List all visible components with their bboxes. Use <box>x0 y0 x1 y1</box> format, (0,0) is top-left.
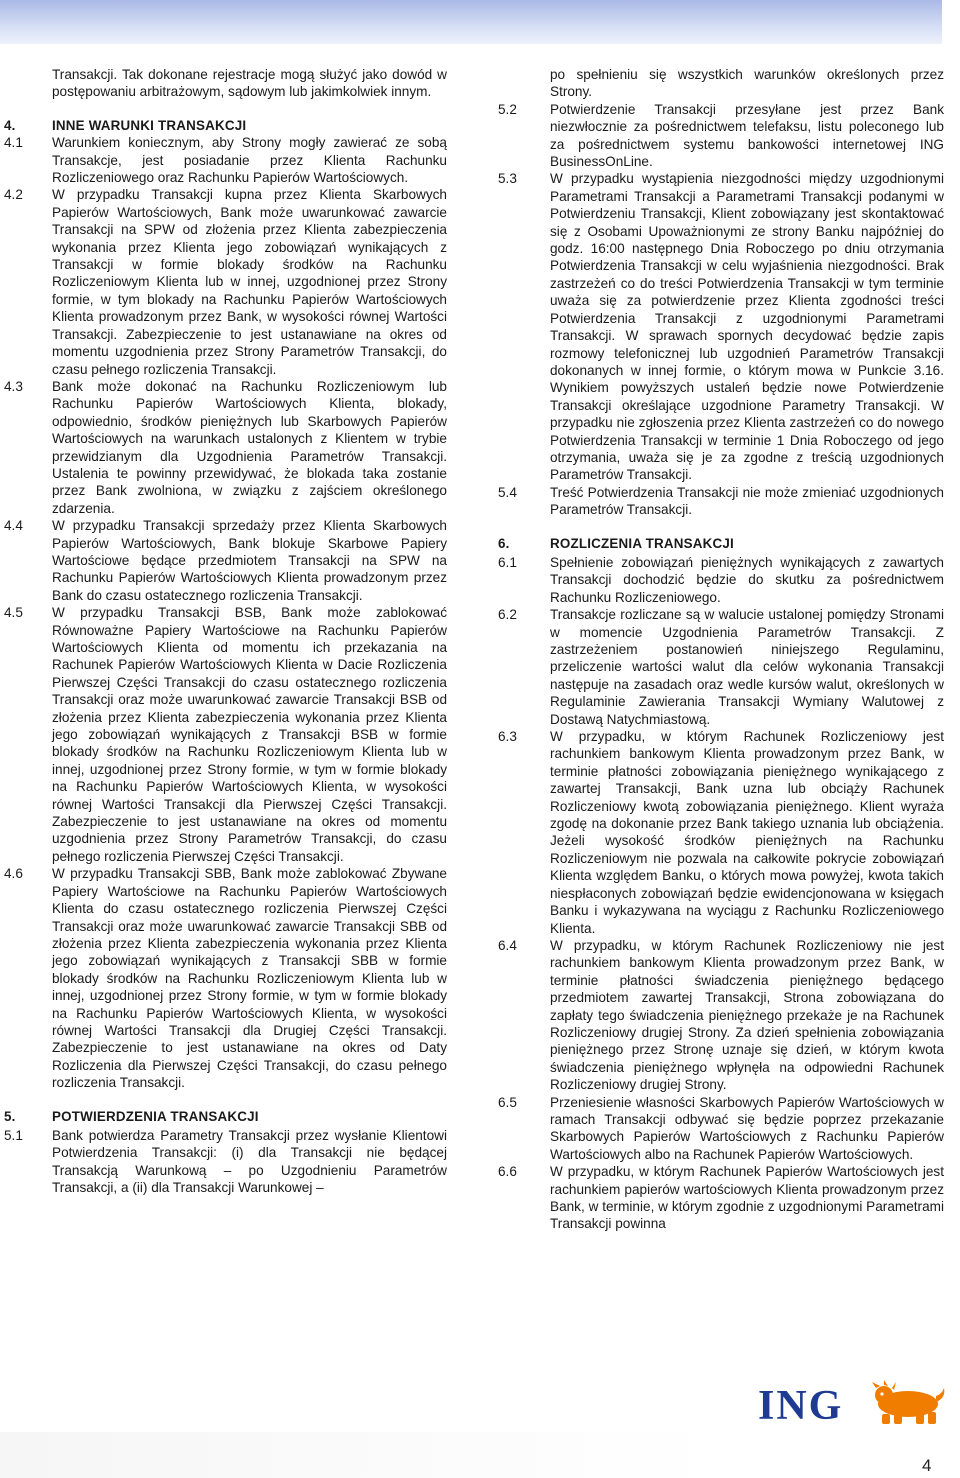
clause-number: 4.3 <box>4 378 23 394</box>
clause-4-1 <box>4 134 447 186</box>
clause-5-2 <box>498 101 944 171</box>
section-number: 5. <box>4 1108 16 1124</box>
clause-6-4 <box>498 937 944 1094</box>
clause-text: W przypadku Transakcji BSB, Bank może zablokować Równoważne Papiery Wartościowe na Rachunku Papierów Wartościowych Klienta od momentu ich przekazania na Rachunek Papierów Wartościowych Klienta w Dacie Rozliczenia Pierwszej Części Transakcji do czasu ostatecznego rozliczenia Transakcji oraz może uwarunkować zawarcie Transakcji BSB od złożenia przez Klienta zabezpieczenia wykonania przez Klienta jego zobowiązań wynikających z Transakcji BSB w formie blokady środków na Rachunku Rozliczeniowym Klienta lub w innej, uzgodnionej przez Strony formie, w tym w formie blokady na Rachunku Papierów Wartościowych Klienta, w wysokości równej Wartości Transakcji dla Pierwszej Części Transakcji. Zabezpieczenie to jest ustanawiane na okres od momentu uzgodnienia przez Strony Parametrów Transakcji, do czasu pełnego rozliczenia Pierwszej Części Transakcji. <box>52 605 447 864</box>
clause-number: 5.3 <box>498 171 517 187</box>
clause-number: 4.4 <box>4 518 23 534</box>
section-number: 6. <box>498 535 510 551</box>
logo-text: ING <box>758 1383 844 1429</box>
clause-5-1 <box>4 1127 447 1197</box>
clause-number: 4.2 <box>4 187 23 203</box>
clause-text: Bank może dokonać na Rachunku Rozliczeniowym lub Rachunku Papierów Wartościowych Klienta, blokady, odpowiednio, środków pieniężnych lub Skarbowych Papierów Wartościowych na warunkach ustalonych z Klientem w trybie przewidzianym dla Uzgodnienia Parametrów Transakcji. Ustalenia te powinny przewidywać, że blokada taka zostanie przez Bank zwolniona, w związku z zajściem określonego zdarzenia. <box>52 378 447 516</box>
section-title: ROZLICZENIA TRANSAKCJI <box>550 535 734 551</box>
clause-text: Przeniesienie własności Skarbowych Papierów Wartościowych w ramach Transakcji odbywać się będzie poprzez przekazanie Skarbowych Papierów Wartościowych z Rachunku Papierów Wartościowych albo na Rachunek Papierów Wartościowych. <box>550 1094 944 1162</box>
clause-text: W przypadku, w którym Rachunek Papierów Wartościowych jest rachunkiem papierów wartościowych Klienta prowadzonym przez Bank, w terminie, w którym zgodnie z uzgodnionymi Parametrami Transakcji powinna <box>550 1164 944 1232</box>
clause-number: 4.1 <box>4 135 23 151</box>
ing-logo <box>758 1380 948 1429</box>
clause-text: Transakcje rozliczane są w walucie ustalonej pomiędzy Stronami w momencie Uzgodnienia Parametrów Transakcji. Z zastrzeżeniem postanowień niniejszego Regulaminu, przeliczenie wartości walut dla celów wykonania Transakcji następuje na zasadach oraz wedle kursów walut, określonych w Regulaminie Zawierania Transakcji Wymiany Walutowej z Dostawą Natychmiastową. <box>550 607 944 727</box>
clause-6-5 <box>498 1094 944 1164</box>
clause-number: 5.1 <box>4 1127 23 1143</box>
section-5-heading <box>4 1108 447 1125</box>
clause-5-3 <box>498 170 944 483</box>
lion-icon <box>870 1380 948 1424</box>
clause-6-6 <box>498 1163 944 1233</box>
intro-paragraph: Transakcji. Tak dokonane rejestracje mogą służyć jako dowód w postępowaniu arbitrażowym, sądowym lub jakimkolwiek innym. <box>52 67 447 100</box>
clause-4-5 <box>4 604 447 865</box>
page-number: 4 <box>922 1456 932 1475</box>
clause-4-6 <box>4 865 447 1091</box>
clause-text: Spełnienie zobowiązań pieniężnych wynikających z zawartych Transakcji dochodzić będzie do skutku za pośrednictwem Rachunku Rozliczeniowego. <box>550 554 944 605</box>
clause-number: 6.1 <box>498 554 517 570</box>
header-gradient-bar <box>0 0 942 44</box>
clause-number: 5.4 <box>498 484 517 500</box>
clause-number: 6.2 <box>498 607 517 623</box>
clause-text: W przypadku Transakcji sprzedaży przez Klienta Skarbowych Papierów Wartościowych, Bank blokuje Skarbowe Papiery Wartościowe będące przedmiotem Transakcji na SPW na Rachunku Papierów Wartościowych Klienta prowadzonym przez Bank do czasu ostatecznego rozliczenia Transakcji. <box>52 518 447 603</box>
clause-text: W przypadku, w którym Rachunek Rozliczeniowy nie jest rachunkiem bankowym Klienta prowadzonym przez Bank, w terminie płatności świadczenia pieniężnego będącego przedmiotem zawartej Transakcji, Strona zobowiązana do zapłaty tego świadczenia pieniężnego przekaże je na Rachunek Rozliczeniowy drugiej Strony. Za dzień spełnienia zobowiązania pieniężnego przez Stronę uznaje się dzień, w którym kwota świadczenia pieniężnego wpłynęła na odpowiedni Rachunek Rozliczeniowy drugiej Strony. <box>550 937 944 1093</box>
footer-band <box>0 1432 720 1478</box>
clause-4-2 <box>4 186 447 377</box>
clause-6-1 <box>498 554 944 606</box>
section-number: 4. <box>4 117 16 133</box>
clause-4-4 <box>4 517 447 604</box>
section-title: INNE WARUNKI TRANSAKCJI <box>52 117 247 133</box>
clause-text: W przypadku Transakcji kupna przez Klienta Skarbowych Papierów Wartościowych, Bank może uwarunkować zawarcie Transakcji na SPW od złożenia przez Klienta zabezpieczenia wykonania przez Klienta jego zobowiązań wynikających z Transakcji w formie blokady środków na Rachunku Rozliczeniowym Klienta lub w innej, uzgodnionej przez Strony formie, w tym blokady na Rachunku Papierów Wartościowych Klienta prowadzonym przez Bank, w wysokości równej Wartości Transakcji. Zabezpieczenie to jest ustanawiane na okres od momentu uzgodnienia przez Strony Parametrów Transakcji, do czasu pełnego rozliczenia Transakcji. <box>52 187 447 377</box>
clause-text: Warunkiem koniecznym, aby Strony mogły zawierać ze sobą Transakcje, jest posiadanie przez Klienta Rachunku Rozliczeniowego oraz Rachunku Papierów Wartościowych. <box>52 135 447 186</box>
clause-text: W przypadku, w którym Rachunek Rozliczeniowy jest rachunkiem bankowym Klienta prowadzonym przez Bank, w terminie płatności zobowiązania pieniężnego wynikającego z zawartej Transakcji, Bank uzna lub obciąży Rachunek Rozliczeniowy kwotą zobowiązania pieniężnego. Klient wyraża zgodę na dokonanie przez Bank takiego uznania lub obciążenia. Jeżeli wysokość środków pieniężnych na Rachunku Rozliczeniowym nie pozwala na całkowite pokrycie zobowiązań Klienta względem Banku, o których mowa powyżej, kwota takich niespłaconych zobowiązań będzie ewidencjonowana w księgach Banku i wykazywana na wyciągu z Rachunku Rozliczeniowego Klienta. <box>550 729 944 936</box>
clause-number: 6.5 <box>498 1094 517 1110</box>
right-column <box>498 66 944 1233</box>
clause-text: W przypadku Transakcji SBB, Bank może zablokować Zbywane Papiery Wartościowe na Rachunku Papierów Wartościowych Klienta do czasu ostatecznego rozliczenia Pierwszej Części Transakcji oraz może uwarunkować zawarcie Transakcji SBB od złożenia przez Klienta zabezpieczenia wykonania przez Klienta jego zobowiązań wynikających z Transakcji SBB w formie blokady środków na Rachunku Rozliczeniowym Klienta lub w innej, uzgodnionej przez Strony formie, w tym w formie blokady na Rachunku Papierów Wartościowych Klienta, w wysokości równej Wartości Transakcji dla Drugiej Części Transakcji. Zabezpieczenie to jest ustanawiane na okres od Daty Rozliczenia dla Pierwszej Części Transakcji, do czasu pełnego rozliczenia Transakcji. <box>52 866 447 1091</box>
clause-text: W przypadku wystąpienia niezgodności między uzgodnionymi Parametrami Transakcji a Parametrami Transakcji podanymi w Potwierdzeniu Transakcji, Klient zobowiązany jest skontaktować się z Osobami Upoważnionymi ze strony Banku najpóźniej do godz. 16:00 następnego Dnia Roboczego po dniu otrzymania Potwierdzenia Transakcji w celu wyjaśnienia niezgodności. Brak zastrzeżeń co do treści Potwierdzenia Transakcji w tym terminie uważa się za potwierdzenie przez Klienta zgodności treści Potwierdzenia Transakcji z uzgodnionymi Parametrami Transakcji. W sprawach spornych decydować będzie zapis rozmowy telefonicznej lub uzgodnień Parametrów Transakcji dokonanych w innej formie, o którym mowa w Punkcie 3.16. Wynikiem powyższych ustaleń będzie nowe Potwierdzenie Transakcji określające uzgodnione Parametry Transakcji. W przypadku nie zgłoszenia przez Klienta zastrzeżeń co do nowego Potwierdzenia Transakcji w terminie 1 Dnia Roboczego od jego otrzymania, uważa się je za zgodne z treścią uzgodnionych Parametrów Transakcji. <box>550 171 944 483</box>
clause-4-3 <box>4 378 447 517</box>
clause-text: Treść Potwierdzenia Transakcji nie może zmieniać uzgodnionych Parametrów Transakcji. <box>550 484 944 518</box>
section-6-heading <box>498 535 944 552</box>
clause-6-2 <box>498 606 944 728</box>
clause-number: 6.3 <box>498 729 517 745</box>
clause-6-3 <box>498 728 944 937</box>
clause-number: 6.6 <box>498 1164 517 1180</box>
clause-text: Bank potwierdza Parametry Transakcji przez wysłanie Klientowi Potwierdzenia Transakcji: (i) dla Transakcji nie będącej Transakcją Warunkową – po Uzgodnieniu Parametrów Transakcji, a (ii) dla Transakcji Warunkowej – <box>52 1127 447 1196</box>
clause-number: 4.6 <box>4 866 23 882</box>
clause-number: 4.5 <box>4 605 23 621</box>
section-title: POTWIERDZENIA TRANSAKCJI <box>52 1108 259 1124</box>
clause-text: Potwierdzenie Transakcji przesyłane jest przez Bank niezwłocznie za pośrednictwem telefaksu, listu poleconego lub za pośrednictwem systemu bankowości internetowej ING BusinessOnLine. <box>550 101 944 170</box>
continuation-paragraph: po spełnieniu się wszystkich warunków określonych przez Strony. <box>550 67 944 100</box>
clause-number: 6.4 <box>498 937 517 953</box>
clause-5-4 <box>498 484 944 519</box>
section-4-heading <box>4 117 447 134</box>
clause-number: 5.2 <box>498 101 517 117</box>
left-column <box>4 66 447 1197</box>
